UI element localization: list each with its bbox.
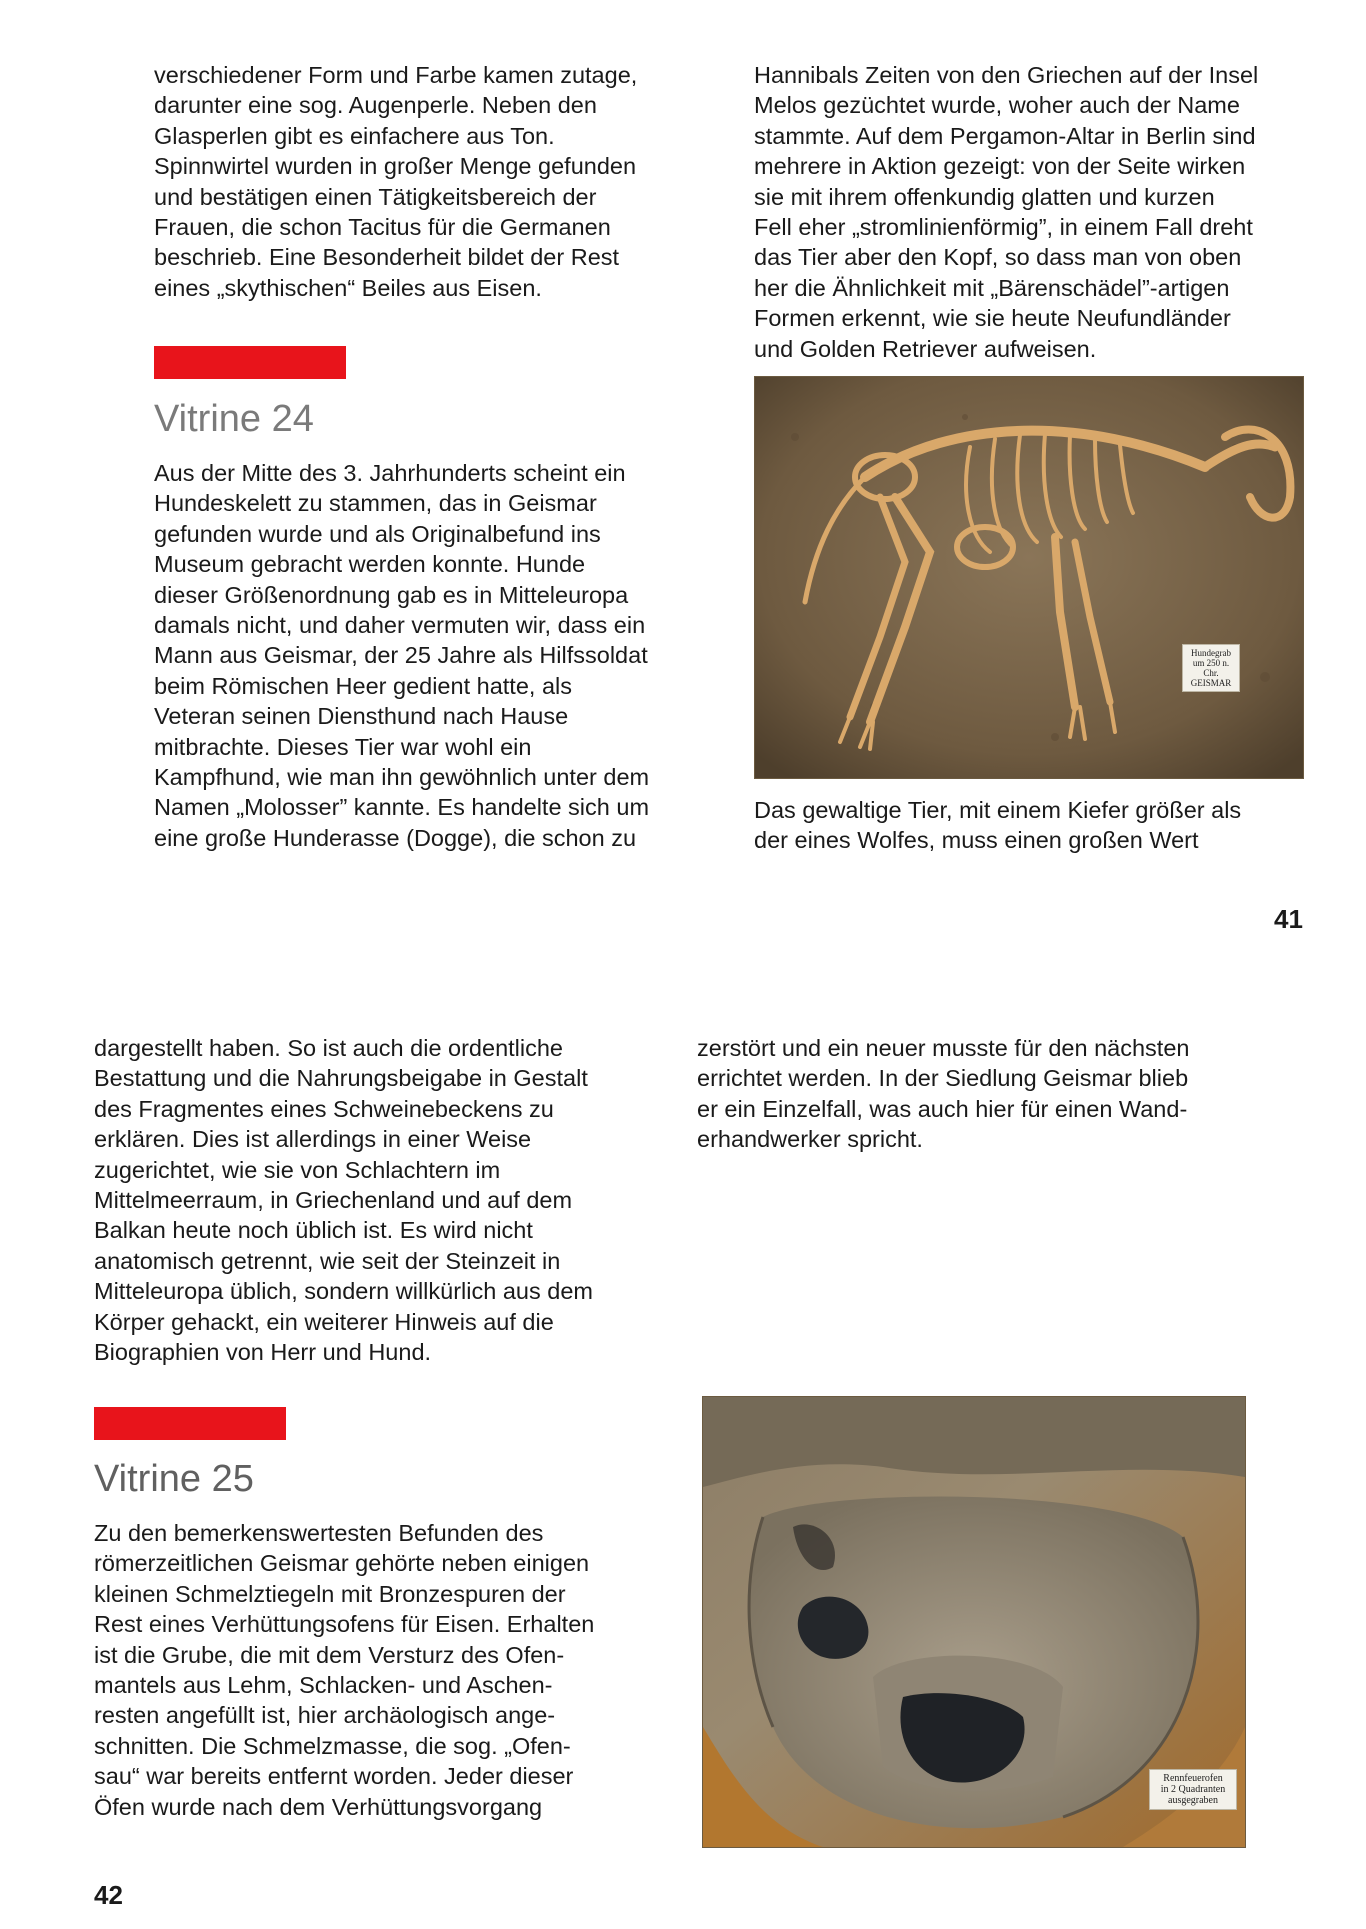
intro-paragraph: verschiedener Form und Farbe kamen zutage, darunter eine sog. Augenperle. Neben den Glasperlen gibt es einfachere aus Ton. Spinnwirtel wurden in großer Menge gefunden und bestätigen einen Tätigkeitsbereich der Frauen, die schon Tacitus für die Germanen beschrieb. Eine Besonderheit bildet der Rest eines „skythischen“ Beiles aus Eisen. xyxy=(154,62,638,301)
label-line: in 2 Quadranten xyxy=(1160,1784,1226,1795)
label-line: Rennfeuerofen xyxy=(1163,1773,1223,1784)
dog-skeleton-photo xyxy=(754,376,1304,779)
furnace-excavation-photo xyxy=(702,1396,1246,1848)
label-line: um 250 n. Chr. xyxy=(1192,658,1230,678)
body-paragraph: Aus der Mitte des 3. Jahrhunderts scheint ein Hundeskelett zu stammen, das in Geismar gefunden wurde und als Originalbefund ins Museum gebracht werden konnte. Hunde dieser Größenordnung gab es in Mitteleuropa damals nicht, und daher vermuten wir, dass ein Mann aus Geismar, der 25 Jahre als Hilfssoldat beim Römischen Heer gedient hatte, als Veteran seinen Diensthund nach Hause mitbrachte. Dieses Tier war wohl ein Kampfhund, wie man ihn gewöhnlich unter dem Namen „Molosser” kannte. Es handelte sich um eine große Hunderasse (Dogge), die schon zu xyxy=(154,460,650,851)
section-heading-vitrine-24: Vitrine 24 xyxy=(154,398,314,440)
right-column-top xyxy=(697,1033,1297,1155)
page-number: 42 xyxy=(94,1880,123,1910)
continued-paragraph: Hannibals Zeiten von den Griechen auf der Insel Melos gezüchtet wurde, woher auch der Name stammte. Auf dem Pergamon-Altar in Berlin sind mehrere in Aktion gezeigt: von der Seite wirken sie mit ihrem offenkundig glatten und kurzen Fell eher „stromlinienförmig”, in einem Fall dreht das Tier aber den Kopf, so dass man von oben her die Ähnlichkeit mit „Bärenschädel”-artigen Formen erkennt, wie sie heute Neufundländer und Golden Retriever aufweisen. xyxy=(754,62,1259,362)
page-number: 41 xyxy=(1274,904,1303,934)
caption-paragraph: Das gewaltige Tier, mit einem Kiefer größer als der eines Wolfes, muss einen großen Wert xyxy=(754,797,1242,854)
section-marker-bar xyxy=(154,346,346,379)
left-column-body xyxy=(154,458,714,853)
body-paragraph: Zu den bemerkenswertesten Befunden des römerzeitlichen Geismar gehörte neben einigen kleinen Schmelztiegeln mit Bronzespuren der Rest eines Verhüttungsofens für Eisen. Erhalten ist die Grube, die mit dem Versturz des Ofen- mantels aus Lehm, Schlacken- und Aschen- resten angefüllt ist, hier archäologisch ange- schnitten. Die Schmelzmasse, die sog. „Ofen- sau“ war bereits entfernt worden. Jeder dieser Öfen wurde nach dem Verhüttungsvorgang xyxy=(94,1520,595,1820)
exhibit-label-card xyxy=(1149,1769,1237,1810)
page-41 xyxy=(0,0,1366,960)
label-line: Hundegrab xyxy=(1191,648,1231,658)
right-column-after-photo xyxy=(754,795,1314,856)
exhibit-label-card xyxy=(1182,644,1240,692)
dog-skeleton-image xyxy=(755,377,1303,778)
label-line: GEISMAR xyxy=(1190,678,1232,688)
left-column-top xyxy=(154,60,714,303)
section-heading-vitrine-25: Vitrine 25 xyxy=(94,1458,254,1500)
left-column-top xyxy=(94,1033,674,1367)
page-42 xyxy=(0,960,1366,1929)
label-line: ausgegraben xyxy=(1168,1795,1218,1806)
right-column-top xyxy=(754,60,1314,364)
left-column-body xyxy=(94,1518,674,1822)
continued-paragraph: zerstört und ein neuer musste für den nächsten errichtet werden. In der Siedlung Geismar blieb er ein Einzelfall, was auch hier für einen Wand- erhandwerker spricht. xyxy=(697,1035,1190,1153)
section-marker-bar xyxy=(94,1407,286,1440)
intro-paragraph: dargestellt haben. So ist auch die ordentliche Bestattung und die Nahrungsbeigabe in Gestalt des Fragmentes eines Schweinebeckens zu erklären. Dies ist allerdings in einer Weise zugerichtet, wie sie von Schlachtern im Mittelmeerraum, in Griechenland und auf dem Balkan heute noch üblich ist. Es wird nicht anatomisch getrennt, wie seit der Steinzeit in Mitteleuropa üblich, sondern willkürlich aus dem Körper gehackt, ein weiterer Hinweis auf die Biographien von Herr und Hund. xyxy=(94,1035,593,1366)
